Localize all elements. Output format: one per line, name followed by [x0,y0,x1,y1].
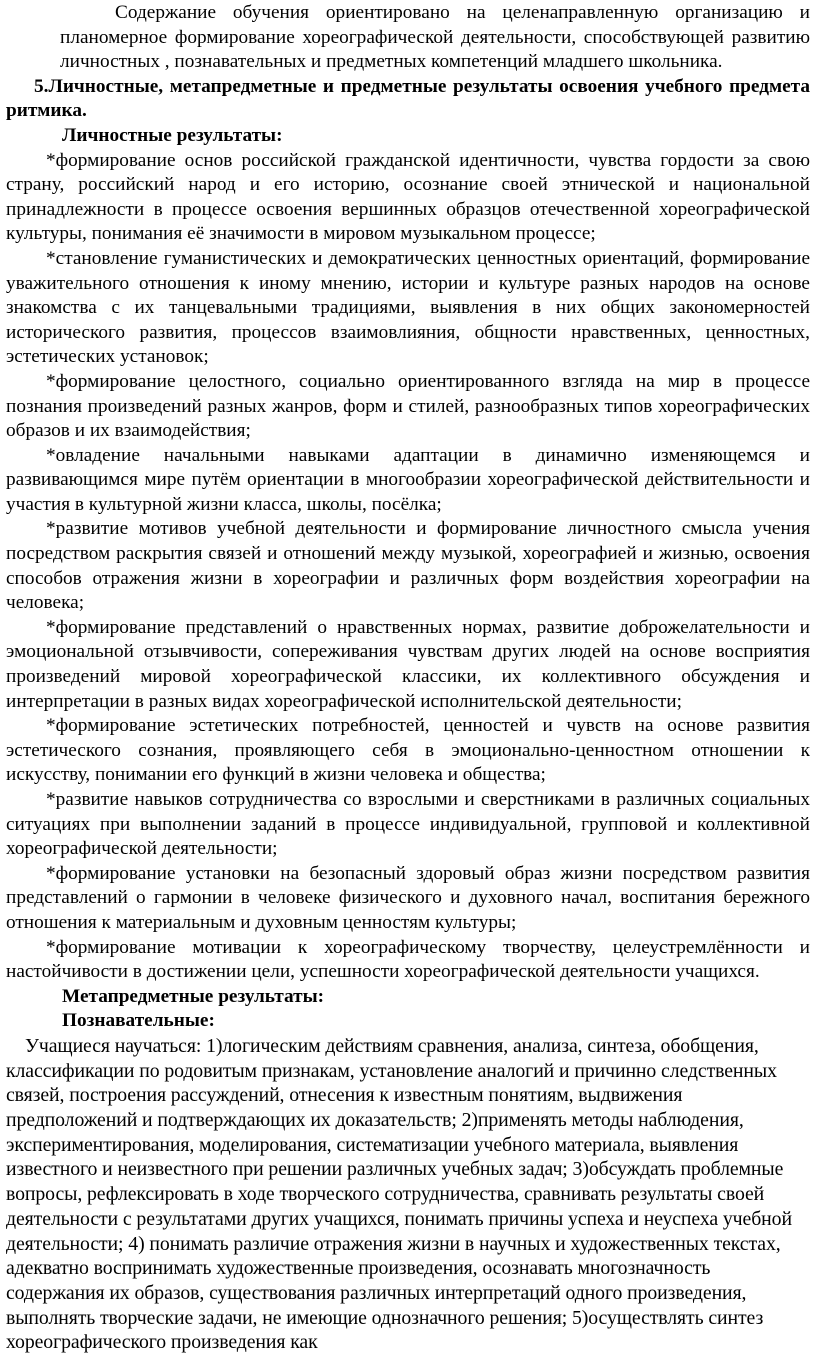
cognitive-paragraph: Учащиеся научаться: 1)логическим действиям сравнения, анализа, синтеза, обобщения, классификации по родовитым признакам, установление аналогий и причинно следственных связей, построения рассуждений, отнесения к известным понятиям, выдвижения предположений и подтверждающих их доказательств; 2)применять методы наблюдения, экспериментирования, моделирования, систематизации учебного материала, выявления известного и неизвестного при решении различных учебных задач; 3)обсуждать проблемные вопросы, рефлексировать в ходе творческого сотрудничества, сравнивать результаты своей деятельности с результатами других учащихся, понимать причины успеха и неуспеха учебной деятельности; 4) понимать различие отражения жизни в научных и художественных текстах, адекватно воспринимать художественные произведения, осознавать многозначность содержания их образов, существования различных интерпретаций одного произведения, выполнять творческие задачи, не имеющие однозначного решения; 5)осуществлять синтез хореографического произведения как [6,1034,792,1354]
personal-item: *овладение начальными навыками адаптации в динамично изменяющемся и развивающимся мире путём ориентации в многообразии хореографической действительности и участия в культурной жизни класса, школы, посёлка; [6,444,810,515]
cognitive-heading: Познавательные: [62,1010,215,1032]
meta-results-heading: Метапредметные результаты: [62,985,325,1007]
personal-item: *формирование основ российской гражданской идентичности, чувства гордости за свою страну, российский народ и его историю, осознание своей этнической и национальной принадлежности в процессе освоения вершинных образцов отечественной хореографической культуры, понимания её значимости в мировом музыкальном процессе; [6,149,810,245]
personal-item: *формирование мотивации к хореографическому творчеству, целеустремлённости и настойчивости в достижении цели, успешности хореографической деятельности учащихся. [6,936,810,983]
personal-results-heading: Личностные результаты: [62,124,283,146]
section-heading: 5.Личностные, метапредметные и предметные результаты освоения учебного предмета ритмика. [6,75,810,122]
personal-item: *развитие мотивов учебной деятельности и формирование личностного смысла учения посредством раскрытия связей и отношений между музыкой, хореографией и жизнью, освоения способов отражения жизни в хореографии и различных форм воздействия хореографии на человека; [6,518,810,614]
personal-item: *формирование целостного, социально ориентированного взгляда на мир в процессе познания произведений разных жанров, форм и стилей, разнообразных типов хореографических образов и их взаимодействия; [6,370,810,442]
personal-item: *формирование представлений о нравственных нормах, развитие доброжелательности и эмоциональной отзывчивости, сопереживания чувствам других людей на основе восприятия произведений мировой хореографической классики, их коллективного обсуждения и интерпретации в разных видах хореографической исполнительской деятельности; [6,616,810,712]
personal-item: *развитие навыков сотрудничества со взрослыми и сверстниками в различных социальных ситуациях при выполнении заданий в процессе индивидуальной, групповой и коллективной хореографической деятельности; [6,789,810,860]
personal-item: *формирование эстетических потребностей, ценностей и чувств на основе развития эстетического сознания, проявляющего себя в эмоционально-ценностном отношении к искусству, понимании его функций в жизни человека и общества; [6,715,810,786]
personal-item: *становление гуманистических и демократических ценностных ориентаций, формирование уважительного отношения к иному мнению, истории и культуре разных народов на основе знакомства с их танцевальными традициями, выявления в них общих закономерностей исторического развития, процессов взаимовлияния, общности нравственных, ценностных, эстетических установок; [6,247,810,368]
intro-paragraph: Содержание обучения ориентировано на целенаправленную организацию и планомерное формирование хореографической деятельности, способствующей развитию личностных , познавательных и предметных компетенций младшего школьника. [60,2,810,73]
personal-item: *формирование установки на безопасный здоровый образ жизни посредством развития представлений о гармонии в человеке физического и духовного начал, воспитания бережного отношения к материальным и духовным ценностям культуры; [6,862,810,933]
